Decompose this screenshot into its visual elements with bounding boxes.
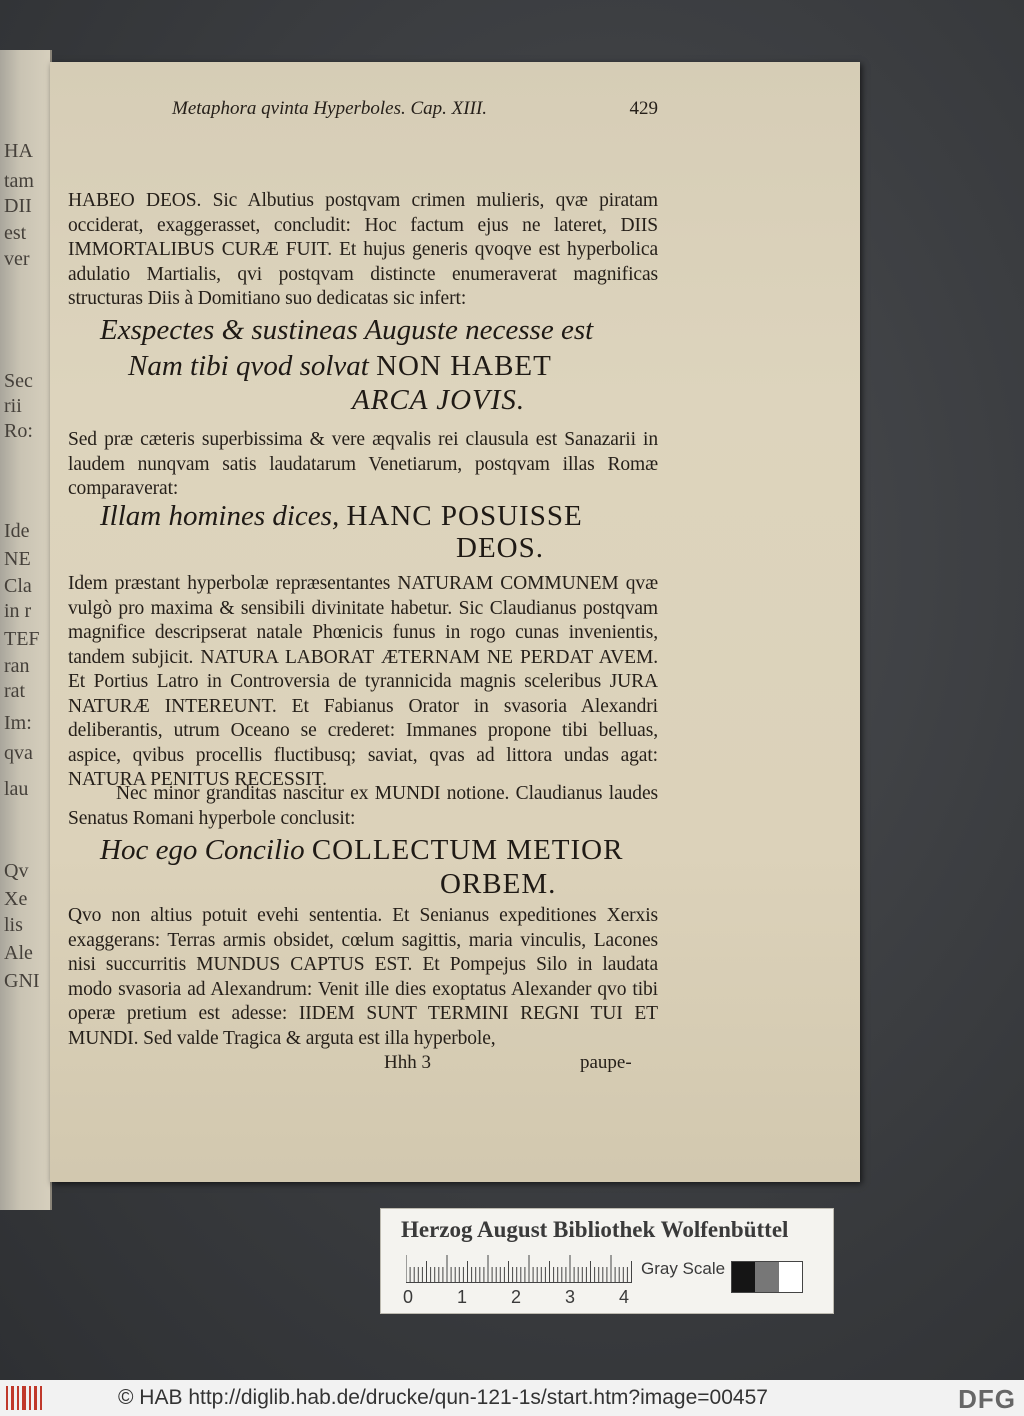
gray-scale-label: Gray Scale [641,1259,726,1278]
ruler-number: 2 [511,1287,522,1307]
viewer-footer [0,1380,1024,1416]
previous-page-fragment: ran [4,655,30,677]
running-header [172,98,658,120]
gray-scale-swatch [731,1261,803,1293]
paragraph-1: HABEO DEOS. Sic Albutius postqvam crimen mulieris, qvæ piratam occiderat, exaggerasset, concludit: Hoc factum ejus ne lateret, DIIS IMMORTALIBUS CURÆ FUIT. Et hujus generis qvoqve est hyperbolica adulatio Martialis, qvi postqvam distincte enumeraverat magnificas structuras Diis à Domitiano suo dedicatas sic infert: [68,190,658,309]
previous-page-fragment: lau [4,778,29,800]
previous-page-fragment: HA [4,140,33,162]
ruler-scale [406,1255,636,1283]
library-title: Herzog August Bibliothek Wolfenbüttel [401,1217,789,1242]
verse-3-line-1-text: Hoc ego Concilio [100,834,312,866]
verse-3-line-1 [100,834,623,867]
previous-page-edge [0,50,52,1210]
verse-3-line-1-caps: COLLECTUM METIOR [311,834,624,866]
ruler-number: 0 [403,1287,414,1307]
verse-1-line-3: ARCA JOVIS. [352,384,526,416]
signature-mark: Hhh 3 [384,1052,431,1073]
verse-1-line-2 [128,350,552,383]
verse-3-line-2: ORBEM. [440,868,557,900]
previous-page-fragment: Im: [4,712,32,734]
dfg-logo: DFG [958,1384,1016,1414]
verse-2-line-1-caps: HANC POSUISSE [346,500,583,532]
folio-number: 429 [629,98,658,119]
previous-page-fragment: ver [4,248,30,270]
catchword: paupe- [580,1052,632,1073]
ruler-number: 1 [457,1287,468,1307]
barcode-icon [6,1386,46,1410]
previous-page-fragment: Xe [4,888,28,910]
previous-page-fragment: qva [4,742,33,764]
previous-page-fragment: GNI [4,970,40,992]
copyright-link[interactable]: © HAB http://diglib.hab.de/drucke/qun-121-1s/start.htm?image=00457 [118,1386,768,1409]
verse-1-line-1: Exspectes & sustineas Auguste necesse est [100,314,594,346]
ruler-number: 3 [565,1287,576,1307]
previous-page-fragment: lis [4,914,23,936]
previous-page-fragment: Qv [4,860,29,882]
previous-page-fragment: TEF [4,628,40,650]
previous-page-fragment: rat [4,680,26,702]
paragraph-2: Sed præ cæteris superbissima & vere æqvalis rei clausula est Sanazarii in laudem nunqvam satis laudatarum Venetiarum, postqvam illas Romæ comparaverat: [68,429,658,499]
ruler-number: 4 [619,1287,630,1307]
verse-2-line-2: DEOS. [456,532,544,564]
paragraph-5: Qvo non altius potuit evehi sententia. Et Senianus expeditiones Xerxis exaggerans: Terras armis obsidet, cœlum sagittis, maria vinculis, Lacones nisi succurritis MUNDUS CAPTUS EST. Et Pompejus Silo in laudata modo svasoria ad Alexandrum: Venit ille dies exoptatus Alexander qvo tibi operæ pretium est adesse: IIDEM SUNT TERMINI REGNI TUI ET MUNDI. Sed valde Tragica & arguta est illa hyperbole, [68,905,658,1049]
running-title: Metaphora qvinta Hyperboles. Cap. XIII. [172,98,488,119]
verse-1-line-2-caps: NON HABET [376,350,552,382]
previous-page-fragment: NE [4,548,31,570]
paragraph-3: Idem præstant hyperbolæ repræsentantes NATURAM COMMUNEM qvæ vulgò pro maxima & sensibili divinitate habetur. Sic Claudianus postqvam magnifice descripserat natale Phœnicis funus in rogo cunas invenientis, tandem subjicit. NATURA LABORAT ÆTERNAM NE PERDAT AVEM. Et Portius Latro in Controversia de tyrannicida magnis sceleribus JURA NATURÆ INTEREUNT. Et Fabianus Orator in svasoria Alexandri deliberantis, utrum Oceano se crederet: Immanes propone tibi belluas, aspice, qvibus procellis fluctibusq; saviat, qvas ad littora undas agat: NATURA PENITUS RECESSIT. [68,573,658,790]
paragraph-4: Nec minor granditas nascitur ex MUNDI notione. Claudianus laudes Senatus Romani hyperbole conclusit: [68,783,658,829]
previous-page-fragment: in r [4,600,32,622]
previous-page-fragment: Ale [4,942,33,964]
previous-page-fragment: DII [4,195,32,217]
verse-2-line-1 [100,500,583,533]
previous-page-fragment: rii [4,395,22,417]
previous-page-fragment: Ro: [4,420,33,442]
verse-2-line-1-text: Illam homines dices, [100,500,347,532]
color-scale-card [380,1208,834,1314]
previous-page-fragment: Cla [4,575,32,597]
previous-page-fragment: est [4,222,27,244]
previous-page-fragment: Sec [4,370,33,392]
previous-page-fragment: tam [4,170,34,192]
previous-page-fragment: Ide [4,520,30,542]
verse-1-line-2-text: Nam tibi qvod solvat [128,350,377,382]
